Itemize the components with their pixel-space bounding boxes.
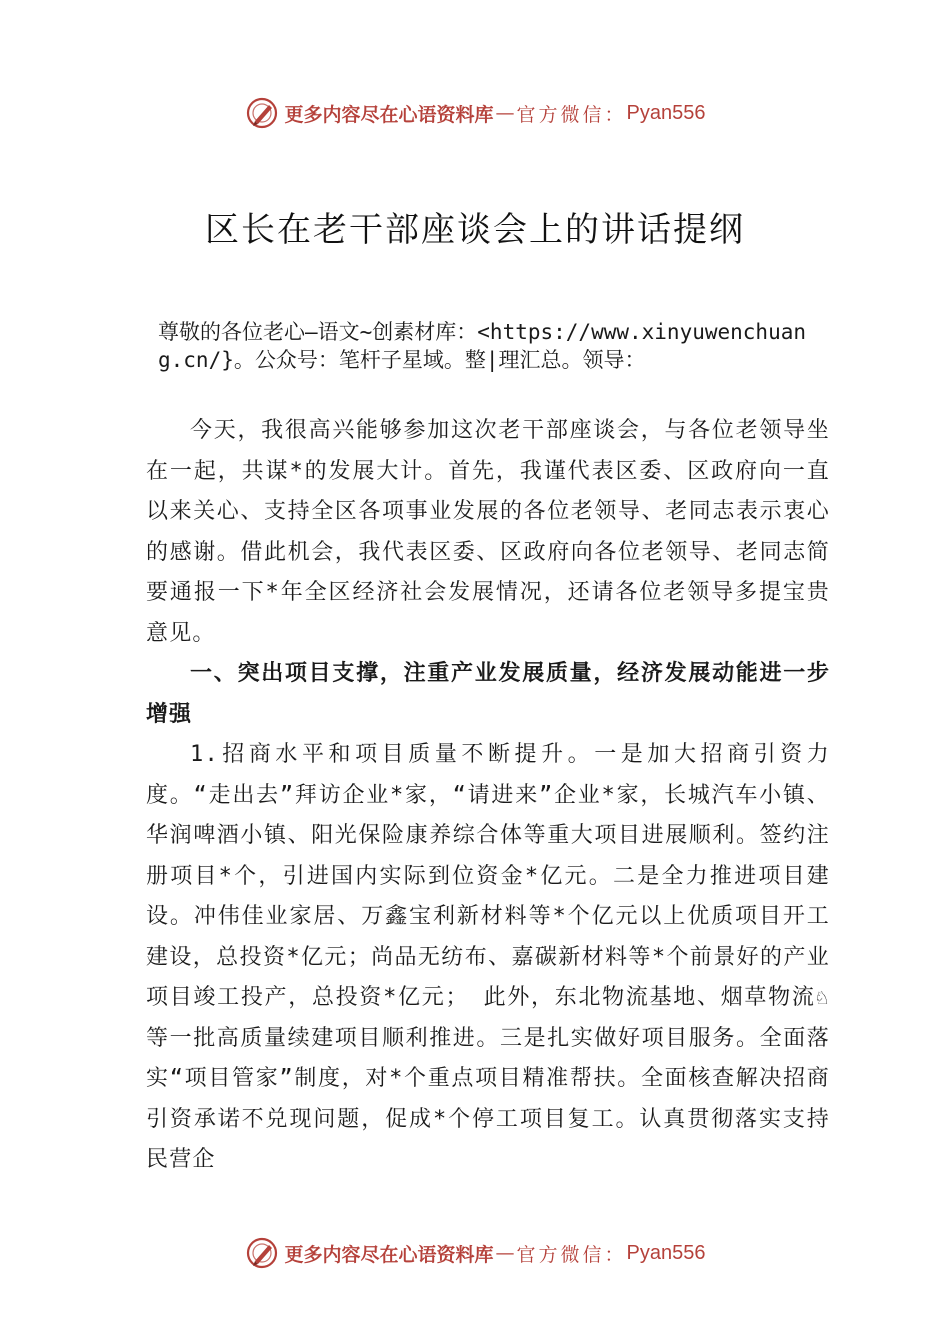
footer-banner <box>0 1233 950 1273</box>
document-title: 区长在老干部座谈会上的讲话提纲 <box>205 210 745 250</box>
banner-wechat-label: 官方微信： <box>516 103 627 126</box>
section-paragraph: 1.招商水平和项目质量不断提升。一是加大招商引资力度。“走出去”拜访企业*家，“请进来”企业*家，长城汽车小镇、华润啤酒小镇、阳光保险康养综合体等重大项目进展顺利。签约注册项目*个，引进国内实际到位资金*亿元。二是全力推进项目建设。冲伟佳业家居、万鑫宝利新材料等*个亿元以上优质项目开工建设，总投资*亿元；尚品无纺布、嘉碳新材料等*个前景好的产业项目竣工投产，总投资*亿元； 此外，东北物流基地、烟草物流♘等一批高质量续建项目顺利推进。三是扎实做好项目服务。全面落实“项目管家”制度，对*个重点项目精准帮扶。全面核查解决招商引资承诺不兑现问题，促成*个停工项目复工。认真贯彻落实支持民营企 <box>146 742 830 1172</box>
banner-wechat-label: 官方微信： <box>516 1243 627 1266</box>
banner-dash: — <box>495 102 515 124</box>
pen-logo-icon <box>245 96 279 130</box>
banner-brand-text: 更多内容尽在心语资料库 <box>284 103 494 126</box>
body-paragraph: 今天，我很高兴能够参加这次老干部座谈会，与各位老领导坐在一起，共谋*的发展大计。首先，我谨代表区委、区政府向一直以来关心、支持全区各项事业发展的各位老领导、老同志表示衷心的感谢。借此机会，我代表区委、区政府向各位老领导、老同志简要通报一下*年全区经济社会发展情况，还请各位老领导多提宝贵意见。 <box>146 418 830 646</box>
banner-wechat-id: Pyan556 <box>626 101 706 124</box>
document-body <box>146 411 830 1181</box>
greeting-line: 尊敬的各位老心—语文~创素材库：<https://www.xinyuwenchuang.cn/}。公众号：笔杆子星域。整|理汇总。领导： <box>158 320 807 372</box>
banner-dash: — <box>495 1242 515 1264</box>
banner-brand-text: 更多内容尽在心语资料库 <box>284 1243 494 1266</box>
pen-logo-icon <box>245 1236 279 1270</box>
section-heading: 一、突出项目支撑，注重产业发展质量，经济发展动能进一步增强 <box>146 661 830 727</box>
header-banner <box>0 93 950 133</box>
banner-wechat-id: Pyan556 <box>626 1241 706 1264</box>
